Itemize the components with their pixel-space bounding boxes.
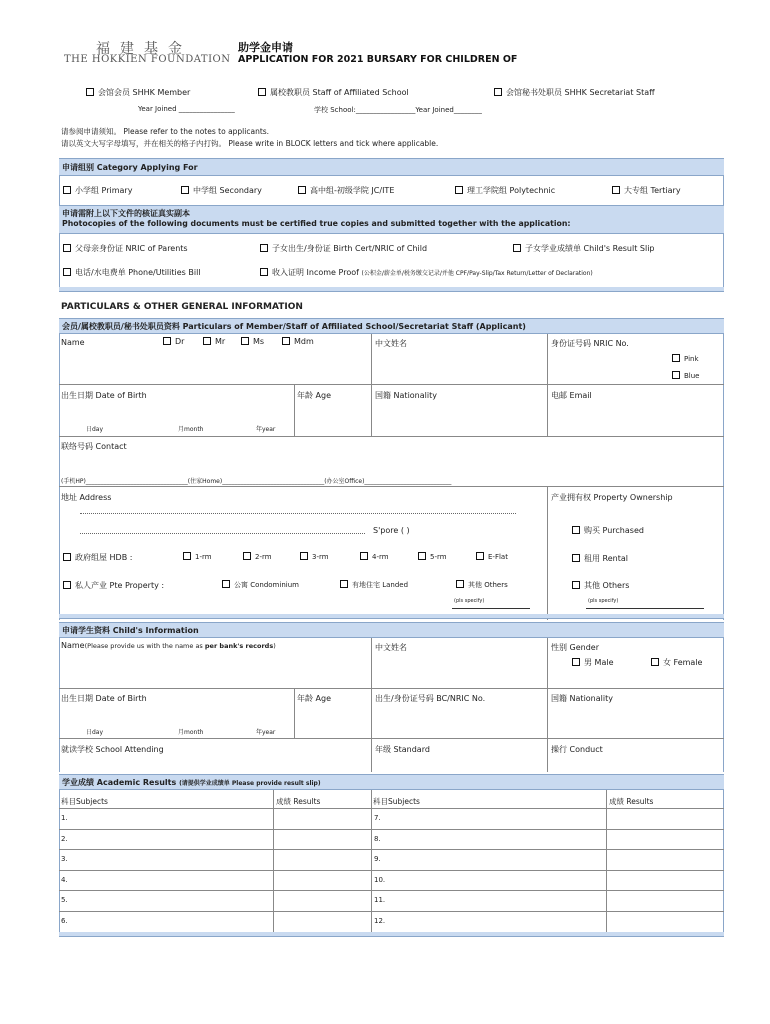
logo-chinese: 福建基金 — [96, 41, 192, 57]
salutation-mr[interactable]: Mr — [203, 337, 225, 346]
academic-row-line — [59, 808, 724, 809]
checkbox[interactable] — [360, 552, 368, 560]
particulars-title: PARTICULARS & OTHER GENERAL INFORMATION — [61, 302, 303, 312]
checkbox[interactable] — [455, 186, 463, 194]
category-header: 申请组别 Category Applying For — [59, 158, 724, 176]
col-results-left: 成绩 Results — [276, 797, 321, 806]
pte-property-option[interactable]: 私人产业 Pte Property : — [63, 580, 164, 591]
child-header: 申请学生资料 Child's Information — [59, 622, 724, 638]
subject-row-right[interactable]: 9. — [374, 855, 381, 864]
applicant-name-label: Name — [61, 338, 85, 347]
subject-row-right[interactable]: 11. — [374, 896, 386, 905]
academic-header: 学业成绩 Academic Results (请提供学业成绩单 Please provide result slip) — [59, 774, 724, 790]
pte-others[interactable]: 其他 Others — [456, 580, 508, 590]
checkbox[interactable] — [183, 552, 191, 560]
child-school-label: 就读学校 School Attending — [61, 745, 164, 754]
doc-birth-cert[interactable]: 子女出生/身份证 Birth Cert/NRIC of Child — [260, 243, 427, 254]
nric-pink[interactable]: Pink — [672, 354, 699, 363]
documents-header — [59, 205, 724, 234]
address-label: 地址 Address — [61, 493, 112, 502]
checkbox[interactable] — [203, 337, 211, 345]
checkbox[interactable] — [651, 658, 659, 666]
checkbox[interactable] — [418, 552, 426, 560]
checkbox[interactable] — [494, 88, 502, 96]
logo-english: THE HOKKIEN FOUNDATION — [64, 54, 231, 65]
checkbox[interactable] — [63, 268, 71, 276]
checkbox[interactable] — [298, 186, 306, 194]
checkbox[interactable] — [572, 554, 580, 562]
checkbox[interactable] — [672, 354, 680, 362]
checkbox[interactable] — [63, 244, 71, 252]
checkbox[interactable] — [258, 88, 266, 96]
checkbox[interactable] — [672, 371, 680, 379]
checkbox[interactable] — [282, 337, 290, 345]
contact-lines[interactable]: (手机HP)__________________________________(住家Home)__________________________________(办公室Office)_____________________________ — [61, 478, 452, 485]
subject-row-right[interactable]: 8. — [374, 834, 381, 843]
secretariat-staff-option[interactable]: 会馆秘书处职员 SHHK Secretariat Staff — [494, 87, 655, 98]
checkbox[interactable] — [456, 580, 464, 588]
child-dob-label: 出生日期 Date of Birth — [61, 694, 147, 703]
category-jc-ite[interactable]: 高中组-初级学院 JC/ITE — [298, 185, 394, 196]
address-line-1[interactable] — [80, 513, 516, 514]
child-nationality-label: 国籍 Nationality — [551, 694, 613, 703]
hdb-3rm[interactable]: 3-rm — [300, 552, 329, 561]
applicant-nationality-label: 国籍 Nationality — [375, 391, 437, 400]
checkbox[interactable] — [63, 186, 71, 194]
note-refer: 请参阅申请须知。 Please refer to the notes to applicants. — [61, 127, 270, 136]
subject-row-left[interactable]: 4. — [61, 875, 68, 884]
academic-footer-bar — [59, 932, 724, 937]
col-subjects-right: 科目Subjects — [373, 797, 420, 806]
hdb-2rm[interactable]: 2-rm — [243, 552, 272, 561]
school-year-joined[interactable]: 学校 School:_________________Year Joined________ — [314, 106, 482, 114]
doc-result-slip[interactable]: 子女学业成绩单 Child's Result Slip — [513, 243, 655, 254]
checkbox[interactable] — [572, 581, 580, 589]
affiliated-staff-option[interactable]: 属校教职员 Staff of Affiliated School — [258, 87, 409, 98]
applicant-dob-label: 出生日期 Date of Birth — [61, 391, 147, 400]
checkbox[interactable] — [63, 581, 71, 589]
particulars-footer-bar — [59, 614, 724, 619]
particulars-header: 会员/属校教职员/秘书处职员资料 Particulars of Member/Staff of Affiliated School/Secretariat Staff (Applicant) — [59, 318, 724, 334]
salutation-ms[interactable]: Ms — [241, 337, 264, 346]
checkbox[interactable] — [300, 552, 308, 560]
checkbox[interactable] — [241, 337, 249, 345]
checkbox[interactable] — [513, 244, 521, 252]
checkbox[interactable] — [612, 186, 620, 194]
checkbox[interactable] — [260, 268, 268, 276]
hdb-5rm[interactable]: 5-rm — [418, 552, 447, 561]
applicant-chinese-name-label: 中文姓名 — [375, 339, 407, 348]
subject-row-left[interactable]: 6. — [61, 917, 68, 925]
checkbox[interactable] — [572, 658, 580, 666]
note-block-letters: 请以英文大写字母填写，并在相关的格子内打钩。 Please write in BLOCK letters and tick where applicable. — [61, 139, 439, 148]
property-ownership-label: 产业拥有权 Property Ownership — [551, 493, 673, 502]
child-name-label: Name(Please provide us with the name as per bank's records) — [61, 641, 276, 650]
child-chinese-name-label: 中文姓名 — [375, 643, 407, 652]
year-joined-member[interactable]: Year Joined ________________ — [138, 105, 235, 113]
contact-label: 联络号码 Contact — [61, 442, 127, 451]
checkbox[interactable] — [260, 244, 268, 252]
property-others-line[interactable] — [586, 608, 704, 609]
child-dob-day: 日day — [86, 729, 104, 736]
category-polytechnic[interactable]: 理工学院组 Polytechnic — [455, 185, 555, 196]
checkbox[interactable] — [63, 553, 71, 561]
category-footer-bar — [59, 287, 724, 292]
hdb-eflat[interactable]: E-Flat — [476, 552, 508, 561]
child-dob-month: 月month — [178, 729, 204, 736]
dob-year: 年year — [256, 426, 276, 433]
hdb-4rm[interactable]: 4-rm — [360, 552, 389, 561]
pte-condominium[interactable]: 公寓 Condominium — [222, 580, 299, 590]
subject-row-left[interactable]: 3. — [61, 855, 68, 864]
academic-row-line — [59, 870, 724, 871]
checkbox[interactable] — [572, 526, 580, 534]
property-others-specify: (pls specify) — [588, 598, 619, 604]
subject-row-left[interactable]: 5. — [61, 896, 68, 905]
nric-blue[interactable]: Blue — [672, 371, 700, 380]
pte-others-specify: (pls specify) — [454, 598, 485, 604]
dob-month: 月month — [178, 426, 204, 433]
subject-row-left[interactable]: 2. — [61, 834, 68, 843]
documents-header-cn: 申请需附上以下文件的核证真实副本 — [62, 209, 190, 218]
applicant-nric-label: 身份证号码 NRIC No. — [551, 339, 629, 348]
academic-row-line — [59, 890, 724, 891]
checkbox[interactable] — [476, 552, 484, 560]
income-note: (公积金/薪金单/税务缴交记录/并他 CPF/Pay-Slip/Tax Return/Letter of Declaration) — [361, 270, 593, 277]
address-line-2[interactable] — [80, 533, 365, 534]
hdb-1rm[interactable]: 1-rm — [183, 552, 212, 561]
subject-row-right[interactable]: 7. — [374, 814, 381, 822]
form-title-english: APPLICATION FOR 2021 BURSARY FOR CHILDREN OF — [238, 54, 518, 65]
child-conduct-label: 操行 Conduct — [551, 745, 603, 754]
gender-male[interactable]: 男 Male — [572, 657, 614, 668]
property-rental[interactable]: 租用 Rental — [572, 553, 628, 564]
applicant-age-label: 年龄 Age — [297, 391, 332, 400]
pte-landed[interactable]: 有地住宅 Landed — [340, 580, 408, 590]
salutation-mdm[interactable]: Mdm — [282, 337, 314, 346]
shhk-member-option[interactable]: 会馆会员 SHHK Member — [86, 87, 190, 98]
dob-day: 日day — [86, 426, 104, 433]
property-purchased[interactable]: 购买 Purchased — [572, 525, 644, 536]
academic-row-line — [59, 849, 724, 850]
doc-phone-bill[interactable]: 电话/水电费单 Phone/Utilities Bill — [63, 267, 201, 278]
child-dob-year: 年year — [256, 729, 276, 736]
subject-row-left[interactable]: 1. — [61, 814, 68, 822]
academic-row-line — [59, 829, 724, 830]
checkbox[interactable] — [340, 580, 348, 588]
subject-row-right[interactable]: 10. — [374, 875, 386, 884]
property-others[interactable]: 其他 Others — [572, 580, 629, 591]
checkbox[interactable] — [181, 186, 189, 194]
subject-row-right[interactable]: 12. — [374, 917, 386, 925]
child-bc-label: 出生/身份证号码 BC/NRIC No. — [375, 694, 486, 703]
salutation-dr[interactable]: Dr — [163, 337, 184, 346]
category-tertiary[interactable]: 大专组 Tertiary — [612, 185, 681, 196]
col-subjects-left: 科目Subjects — [61, 797, 108, 806]
form-title-chinese: 助学金申请 — [238, 41, 293, 54]
category-primary[interactable]: 小学组 Primary — [63, 185, 132, 196]
particulars-frame — [59, 318, 724, 620]
child-age-label: 年龄 Age — [297, 694, 332, 703]
checkbox[interactable] — [222, 580, 230, 588]
checkbox[interactable] — [243, 552, 251, 560]
child-standard-label: 年级 Standard — [375, 745, 430, 754]
checkbox[interactable] — [86, 88, 94, 96]
col-results-right: 成绩 Results — [609, 797, 654, 806]
documents-header-en: Photocopies of the following documents must be certified true copies and submitted together with the application: — [62, 219, 571, 228]
doc-income-proof[interactable]: 收入证明 Income Proof (公积金/薪金单/税务缴交记录/并他 CPF/Pay-Slip/Tax Return/Letter of Declaration) — [260, 267, 593, 278]
checkbox[interactable] — [163, 337, 171, 345]
child-gender-label: 性别 Gender — [551, 643, 600, 652]
spore-postal[interactable]: S'pore ( ) — [373, 526, 410, 535]
gender-female[interactable]: 女 Female — [651, 657, 702, 668]
pte-others-line[interactable] — [452, 608, 530, 609]
hdb-option[interactable]: 政府组屋 HDB : — [63, 552, 132, 563]
academic-row-line — [59, 911, 724, 912]
category-secondary[interactable]: 中学组 Secondary — [181, 185, 262, 196]
applicant-email-label: 电邮 Email — [551, 391, 592, 400]
doc-nric-parents[interactable]: 父母亲身份证 NRIC of Parents — [63, 243, 188, 254]
